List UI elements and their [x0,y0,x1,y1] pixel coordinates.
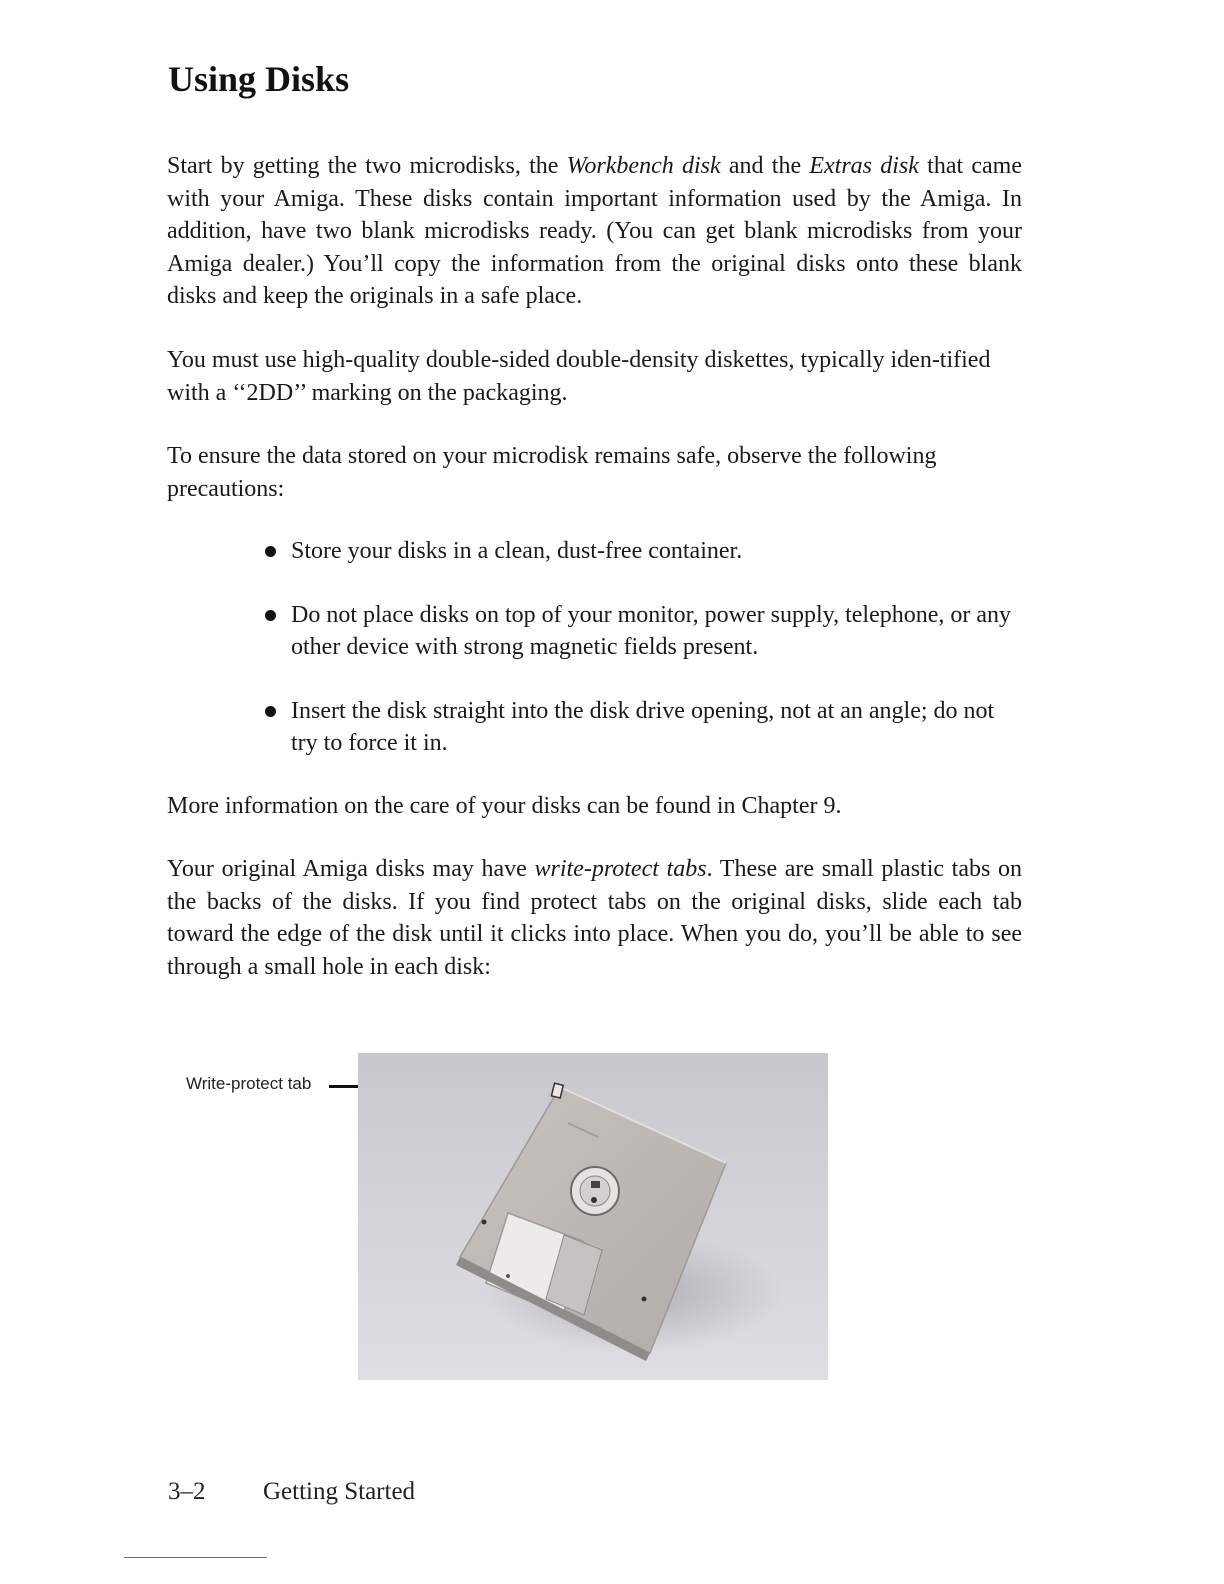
list-item-text: Store your disks in a clean, dust-free container. [291,538,743,564]
precautions-intro-paragraph: To ensure the data stored on your microdisk remains safe, observe the following precautions: [167,443,937,502]
floppy-disk-illustration [358,1053,828,1380]
bottom-edge-rule [124,1557,267,1558]
write-protect-paragraph [167,853,1022,983]
write-protect-term: write-protect tabs [534,856,707,882]
extras-disk-term: Extras disk [809,153,919,179]
list-item-text: Do not place disks on top of your monitor, power supply, telephone, or any other device with strong magnetic fields present. [291,602,1012,660]
page-number: 3–2 [168,1478,206,1505]
list-item [262,599,1022,663]
write-protect-text-2: . These are small plastic tabs on the backs of the disks. If you find protect tabs on the original disks, slide each tab toward the edge of the disk until it clicks into place. When you do, you’ll be able to see through a small hole in each disk: [167,856,1022,980]
bullet-dot-icon [265,546,276,557]
write-protect-text-1: Your original Amiga disks may have [167,856,535,882]
workbench-disk-term: Workbench disk [566,153,721,179]
bullet-dot-icon [265,706,276,717]
footer-section-title: Getting Started [263,1478,416,1505]
more-info-paragraph: More information on the care of your disks can be found in Chapter 9. [167,793,842,819]
bullet-dot-icon [265,610,276,621]
intro-paragraph [167,150,1022,313]
list-item [262,535,1022,567]
floppy-disk-photo [358,1053,828,1380]
list-item-text: Insert the disk straight into the disk drive opening, not at an angle; do not try to force it in. [291,698,995,756]
intro-text-3: that came with your Amiga. These disks contain important information used by the Amiga. In addition, have two blank microdisks ready. (You can get blank microdisks from your Amiga dealer.) You’ll copy the information from the original disks onto these blank disks and keep the originals in a safe place. [167,153,1022,309]
intro-text-2: and the [720,153,810,179]
write-protect-callout-label: Write-protect tab [186,1074,312,1093]
quality-paragraph: You must use high-quality double-sided double-density diskettes, typically iden-tified with a ‘‘2DD’’ marking on the packaging. [167,347,991,406]
list-item [262,695,1022,759]
page-heading: Using Disks [168,59,350,99]
intro-text-1: Start by getting the two microdisks, the [167,153,567,179]
